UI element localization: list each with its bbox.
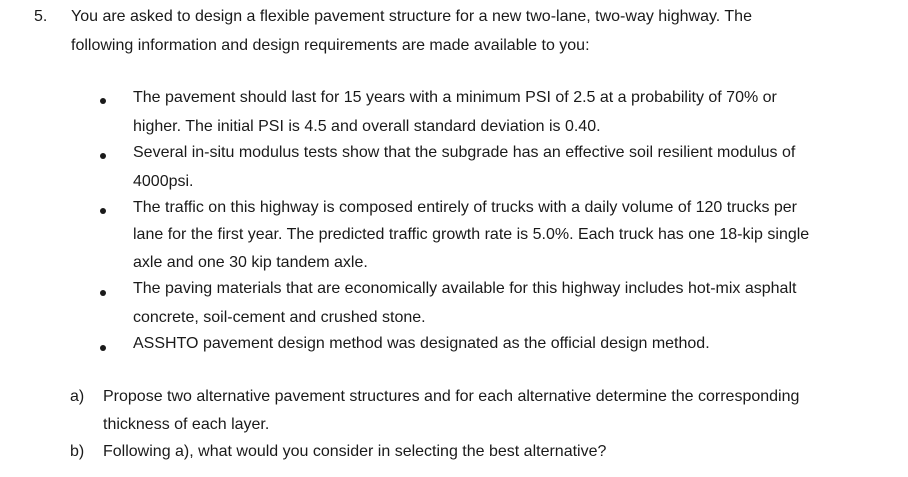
bullet-2-line-2: 4000psi. xyxy=(133,173,194,190)
subquestion-b-line-1: Following a), what would you consider in selecting the best alternative? xyxy=(103,443,607,460)
bullet-3-line-2: lane for the first year. The predicted traffic growth rate is 5.0%. Each truck has one 18-kip single xyxy=(133,226,810,243)
bullet-icon xyxy=(100,345,106,351)
question-intro-line-1: You are asked to design a flexible pavement structure for a new two-lane, two-way highway. The xyxy=(71,8,752,25)
subquestion-a-line-1: Propose two alternative pavement structures and for each alternative determine the corresponding xyxy=(103,388,800,405)
bullet-icon xyxy=(100,153,106,159)
question-intro-line-2: following information and design requirements are made available to you: xyxy=(71,37,590,54)
subquestion-a-line-2: thickness of each layer. xyxy=(103,416,270,433)
bullet-1-line-1: The pavement should last for 15 years with a minimum PSI of 2.5 at a probability of 70% or xyxy=(133,89,777,106)
bullet-4-line-1: The paving materials that are economically available for this highway includes hot-mix asphalt xyxy=(133,280,797,297)
subquestion-b-label: b) xyxy=(70,443,85,460)
bullet-icon xyxy=(100,290,106,296)
bullet-4-line-2: concrete, soil-cement and crushed stone. xyxy=(133,309,426,326)
bullet-icon xyxy=(100,98,106,104)
bullet-3-line-1: The traffic on this highway is composed entirely of trucks with a daily volume of 120 trucks per xyxy=(133,199,798,216)
bullet-1-line-2: higher. The initial PSI is 4.5 and overall standard deviation is 0.40. xyxy=(133,118,601,135)
bullet-2-line-1: Several in-situ modulus tests show that the subgrade has an effective soil resilient modulus of xyxy=(133,144,796,161)
bullet-3-line-3: axle and one 30 kip tandem axle. xyxy=(133,254,368,271)
bullet-5-line-1: ASSHTO pavement design method was designated as the official design method. xyxy=(133,335,710,352)
question-number: 5. xyxy=(34,8,48,25)
subquestion-a-label: a) xyxy=(70,388,85,405)
bullet-icon xyxy=(100,208,106,214)
